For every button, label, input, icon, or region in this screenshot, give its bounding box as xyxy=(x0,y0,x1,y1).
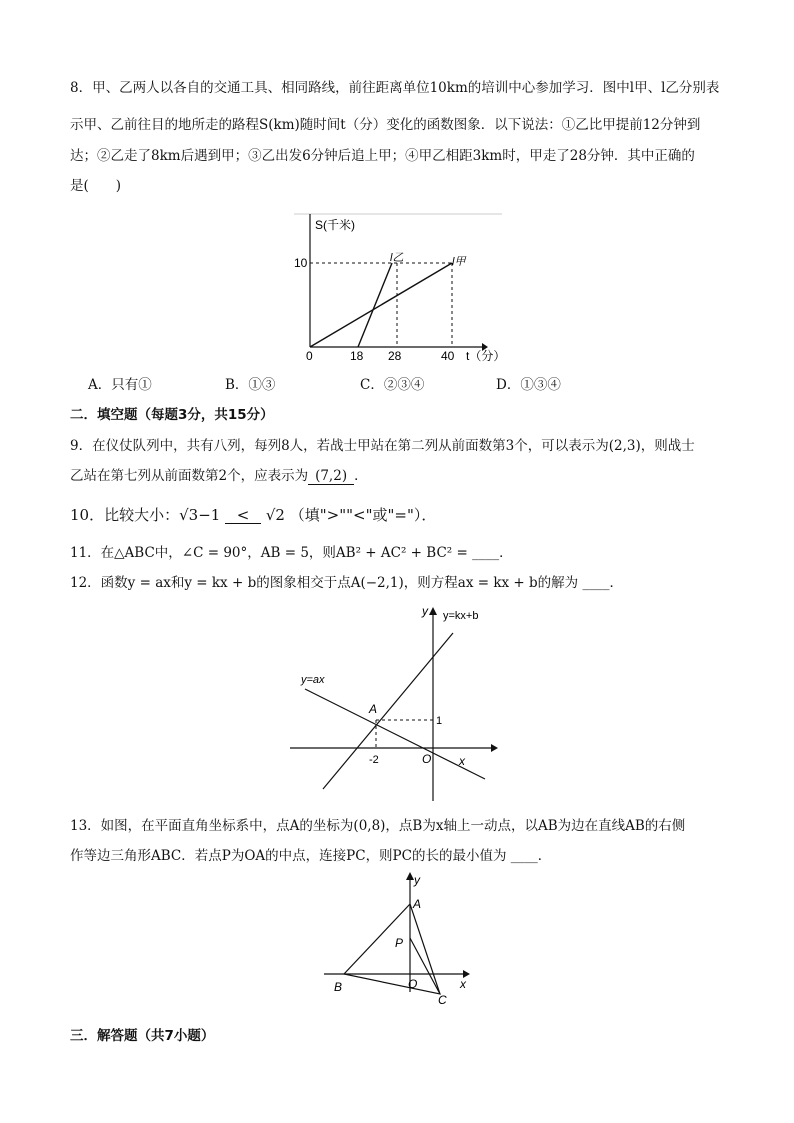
line-yi xyxy=(358,263,392,347)
q9-line2-prefix: 乙站在第七列从前面数第2个，应表示为 xyxy=(70,468,309,484)
q8-label-jia: l甲 xyxy=(452,256,466,268)
q13-label-p: P xyxy=(395,936,404,950)
q13-label-b: B xyxy=(334,980,343,994)
q12-x-label: x xyxy=(459,754,465,768)
q12-line2-label: y=ax xyxy=(301,674,325,686)
q8-line1: 8．甲、乙两人以各自的交通工具、相同路线，前往距离单位10km的培训中心参加学习．图中l甲、l乙分别表 xyxy=(70,80,720,96)
q8-tick-x-18: 18 xyxy=(350,349,364,363)
section2-heading: 二．填空题（每题3分，共15分） xyxy=(70,407,274,423)
choice-a[interactable]: A．只有① xyxy=(88,377,152,393)
q9-line1: 9．在仪仗队列中，共有八列，每列8人，若战士甲站在第二列从前面数第3个，可以表示为(2,3)，则战士 xyxy=(70,438,695,454)
q12-line1-label: y=kx+b xyxy=(443,610,479,622)
choice-c[interactable]: C．②③④ xyxy=(360,377,425,393)
q13-y-label: y xyxy=(414,873,420,887)
q13-label-o: O xyxy=(408,977,418,991)
q8-tick-x-28: 28 xyxy=(388,349,402,363)
q9-answer: (7,2) xyxy=(308,469,354,485)
q13-x-label: x xyxy=(460,977,466,991)
q13-label-a: A xyxy=(413,897,422,911)
triangle-abc xyxy=(344,904,440,994)
q9-line2-suffix: ． xyxy=(354,468,368,484)
q8-line2: 示甲、乙前往目的地所走的路程S(km)随时间t（分）变化的函数图象．以下说法：①乙比甲提前12分钟到 xyxy=(70,117,701,133)
line-jia xyxy=(310,263,452,347)
q8-line4: 是( ) xyxy=(70,178,122,194)
q13-line1: 13．如图，在平面直角坐标系中，点A的坐标为(0,8)，点B为x轴上一动点，以AB为边在直线AB的右侧 xyxy=(70,818,686,834)
section3-heading: 三．解答题（共7小题） xyxy=(70,1028,215,1044)
q12-tick-y: 1 xyxy=(436,715,443,727)
q9-line2 xyxy=(70,466,368,486)
q10-prefix: 10．比较大小： xyxy=(70,506,180,524)
q12-graph xyxy=(285,603,510,803)
q12-text: 12．函数y = ax和y = kx + b的图象相交于点A(−2,1)，则方程ax = kx + b的解为 ____． xyxy=(70,575,623,591)
q13-graph xyxy=(322,870,482,1005)
q10-suffix: （填">""<"或"="）． xyxy=(289,506,437,524)
q8-tick-x-40: 40 xyxy=(441,349,455,363)
choice-d[interactable]: D．①③④ xyxy=(496,377,561,393)
q10-left: √3−1 xyxy=(179,506,221,524)
q8-label-yi: l乙 xyxy=(390,252,404,264)
q10-right: √2 xyxy=(265,506,285,524)
q8-graph xyxy=(288,205,518,367)
q10 xyxy=(70,505,436,525)
q12-y-label: y xyxy=(422,604,428,618)
q8-x-axis-label: t（分） xyxy=(466,349,506,363)
q11: 11．在△ABC中，∠C = 90°，AB = 5，则AB² + AC² + BC² = ____． xyxy=(70,545,513,561)
q8-tick-origin: 0 xyxy=(306,349,313,363)
q13-line2: 作等边三角形ABC．若点P为OA的中点，连接PC，则PC的长的最小值为 ____． xyxy=(70,848,552,864)
q8-line3: 达；②乙走了8km后遇到甲；③乙出发6分钟后追上甲；④甲乙相距3km时，甲走了28分钟．其中正确的 xyxy=(70,148,695,164)
q12-point-a: A xyxy=(369,702,378,716)
choice-b[interactable]: B．①③ xyxy=(225,377,276,393)
q8-y-axis-label: S(千米) xyxy=(315,218,355,232)
q12-tick-x: -2 xyxy=(369,754,379,766)
q10-answer: < xyxy=(225,508,261,524)
q13-label-c: C xyxy=(438,993,447,1005)
q12-origin: O xyxy=(422,752,432,766)
q8-tick-y: 10 xyxy=(294,256,308,270)
